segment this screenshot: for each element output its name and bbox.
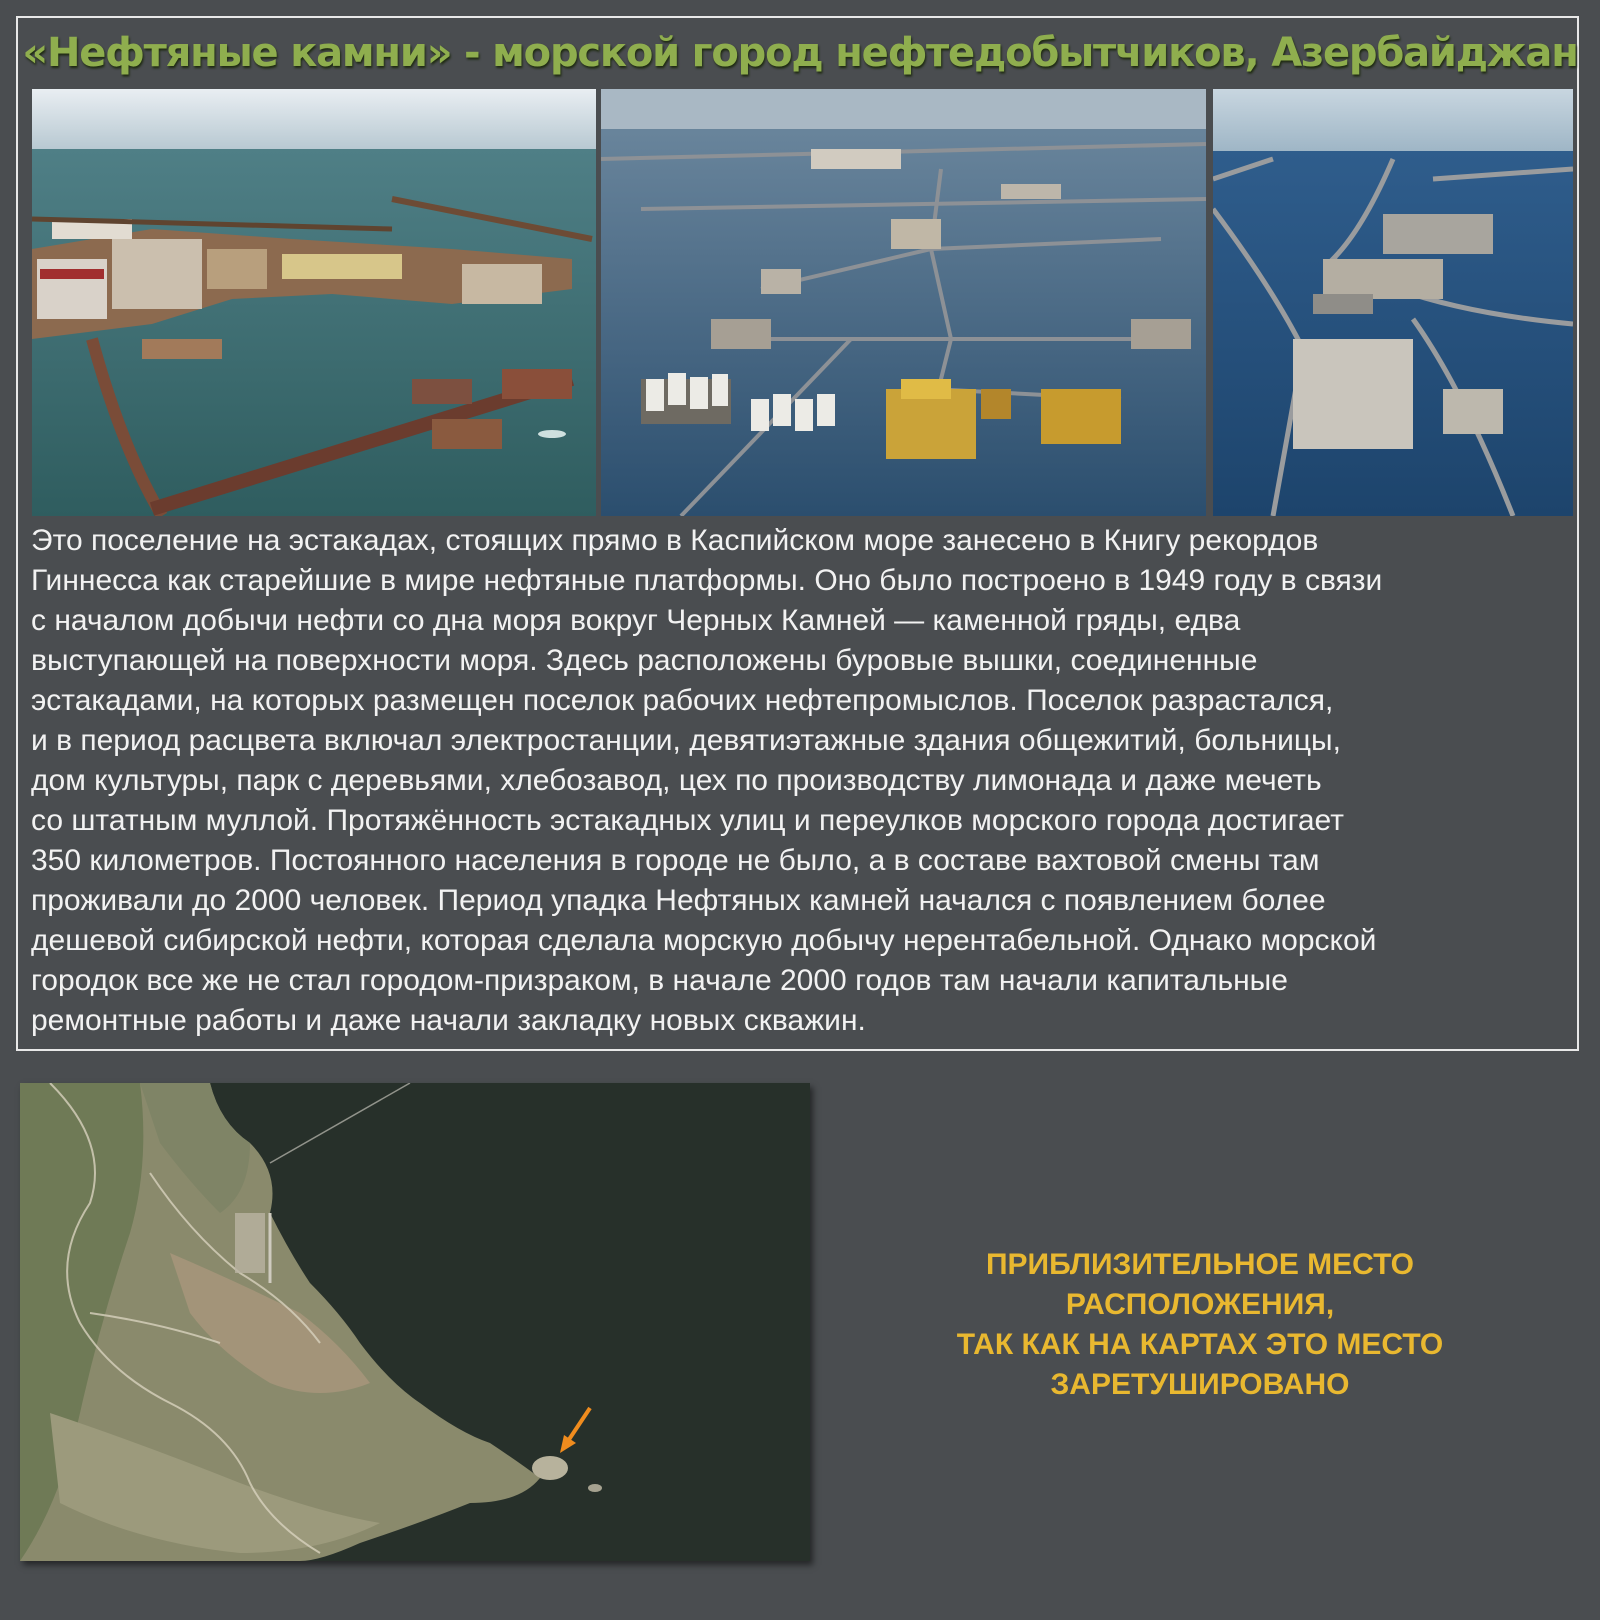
article-line: эстакадами, на которых размещен поселок рабочих нефтепромыслов. Поселок разрастался, <box>31 684 1334 717</box>
photo-oil-rocks-settlement <box>32 89 596 516</box>
aerial-photo-trestle-roads-icon <box>1213 89 1573 516</box>
satellite-map <box>20 1083 810 1561</box>
article-line: Гиннесса как старейшие в мире нефтяные платформы. Оно было построено в 1949 году в связи <box>31 564 1383 597</box>
article-line: 350 километров. Постоянного населения в городе не было, а в составе вахтовой смены там <box>31 844 1320 877</box>
article-line: дом культуры, парк с деревьями, хлебозавод, цех по производству лимонада и даже мечеть <box>31 764 1322 797</box>
article-text <box>31 521 1576 1041</box>
caption-line: ПРИБЛИЗИТЕЛЬНОЕ МЕСТО <box>985 1248 1415 1281</box>
aerial-photo-oil-rocks-settlement-icon <box>32 89 596 516</box>
article-line: и в период расцвета включал электростанции, девятиэтажные здания общежитий, больницы, <box>31 724 1341 757</box>
article-line: со штатным муллой. Протяжённость эстакадных улиц и переулков морского города достигает <box>31 804 1344 837</box>
aerial-photo-oil-platforms-trestles-icon <box>601 89 1206 516</box>
article-line: выступающей на поверхности моря. Здесь расположены буровые вышки, соединенные <box>31 644 1258 677</box>
photo-trestle-roads <box>1213 89 1573 516</box>
caption-line: ЗАРЕТУШИРОВАНО <box>1050 1368 1350 1401</box>
article-line: городок все же не стал городом-призраком, в начале 2000 годов там начали капитальные <box>31 964 1288 997</box>
caption-line: РАСПОЛОЖЕНИЯ, <box>1065 1288 1335 1321</box>
satellite-map-icon <box>20 1083 810 1561</box>
article-line: с началом добычи нефти со дна моря вокруг Черных Камней — каменной гряды, едва <box>31 604 1241 637</box>
article-line: дешевой сибирской нефти, которая сделала морскую добычу нерентабельной. Однако морской <box>31 924 1377 957</box>
article-line: проживали до 2000 человек. Период упадка Нефтяных камней начался с появлением более <box>31 884 1326 917</box>
caption-line: ТАК КАК НА КАРТАХ ЭТО МЕСТО <box>956 1328 1444 1361</box>
map-caption <box>900 1245 1500 1405</box>
photo-oil-platforms-trestles <box>601 89 1206 516</box>
article-line: Это поселение на эстакадах, стоящих прямо в Каспийском море занесено в Книгу рекордов <box>31 524 1319 557</box>
page-title: «Нефтяные камни» - морской город нефтедобытчиков, Азербайджан <box>22 30 1578 76</box>
article-line: ремонтные работы и даже начали закладку новых скважин. <box>31 1004 866 1037</box>
